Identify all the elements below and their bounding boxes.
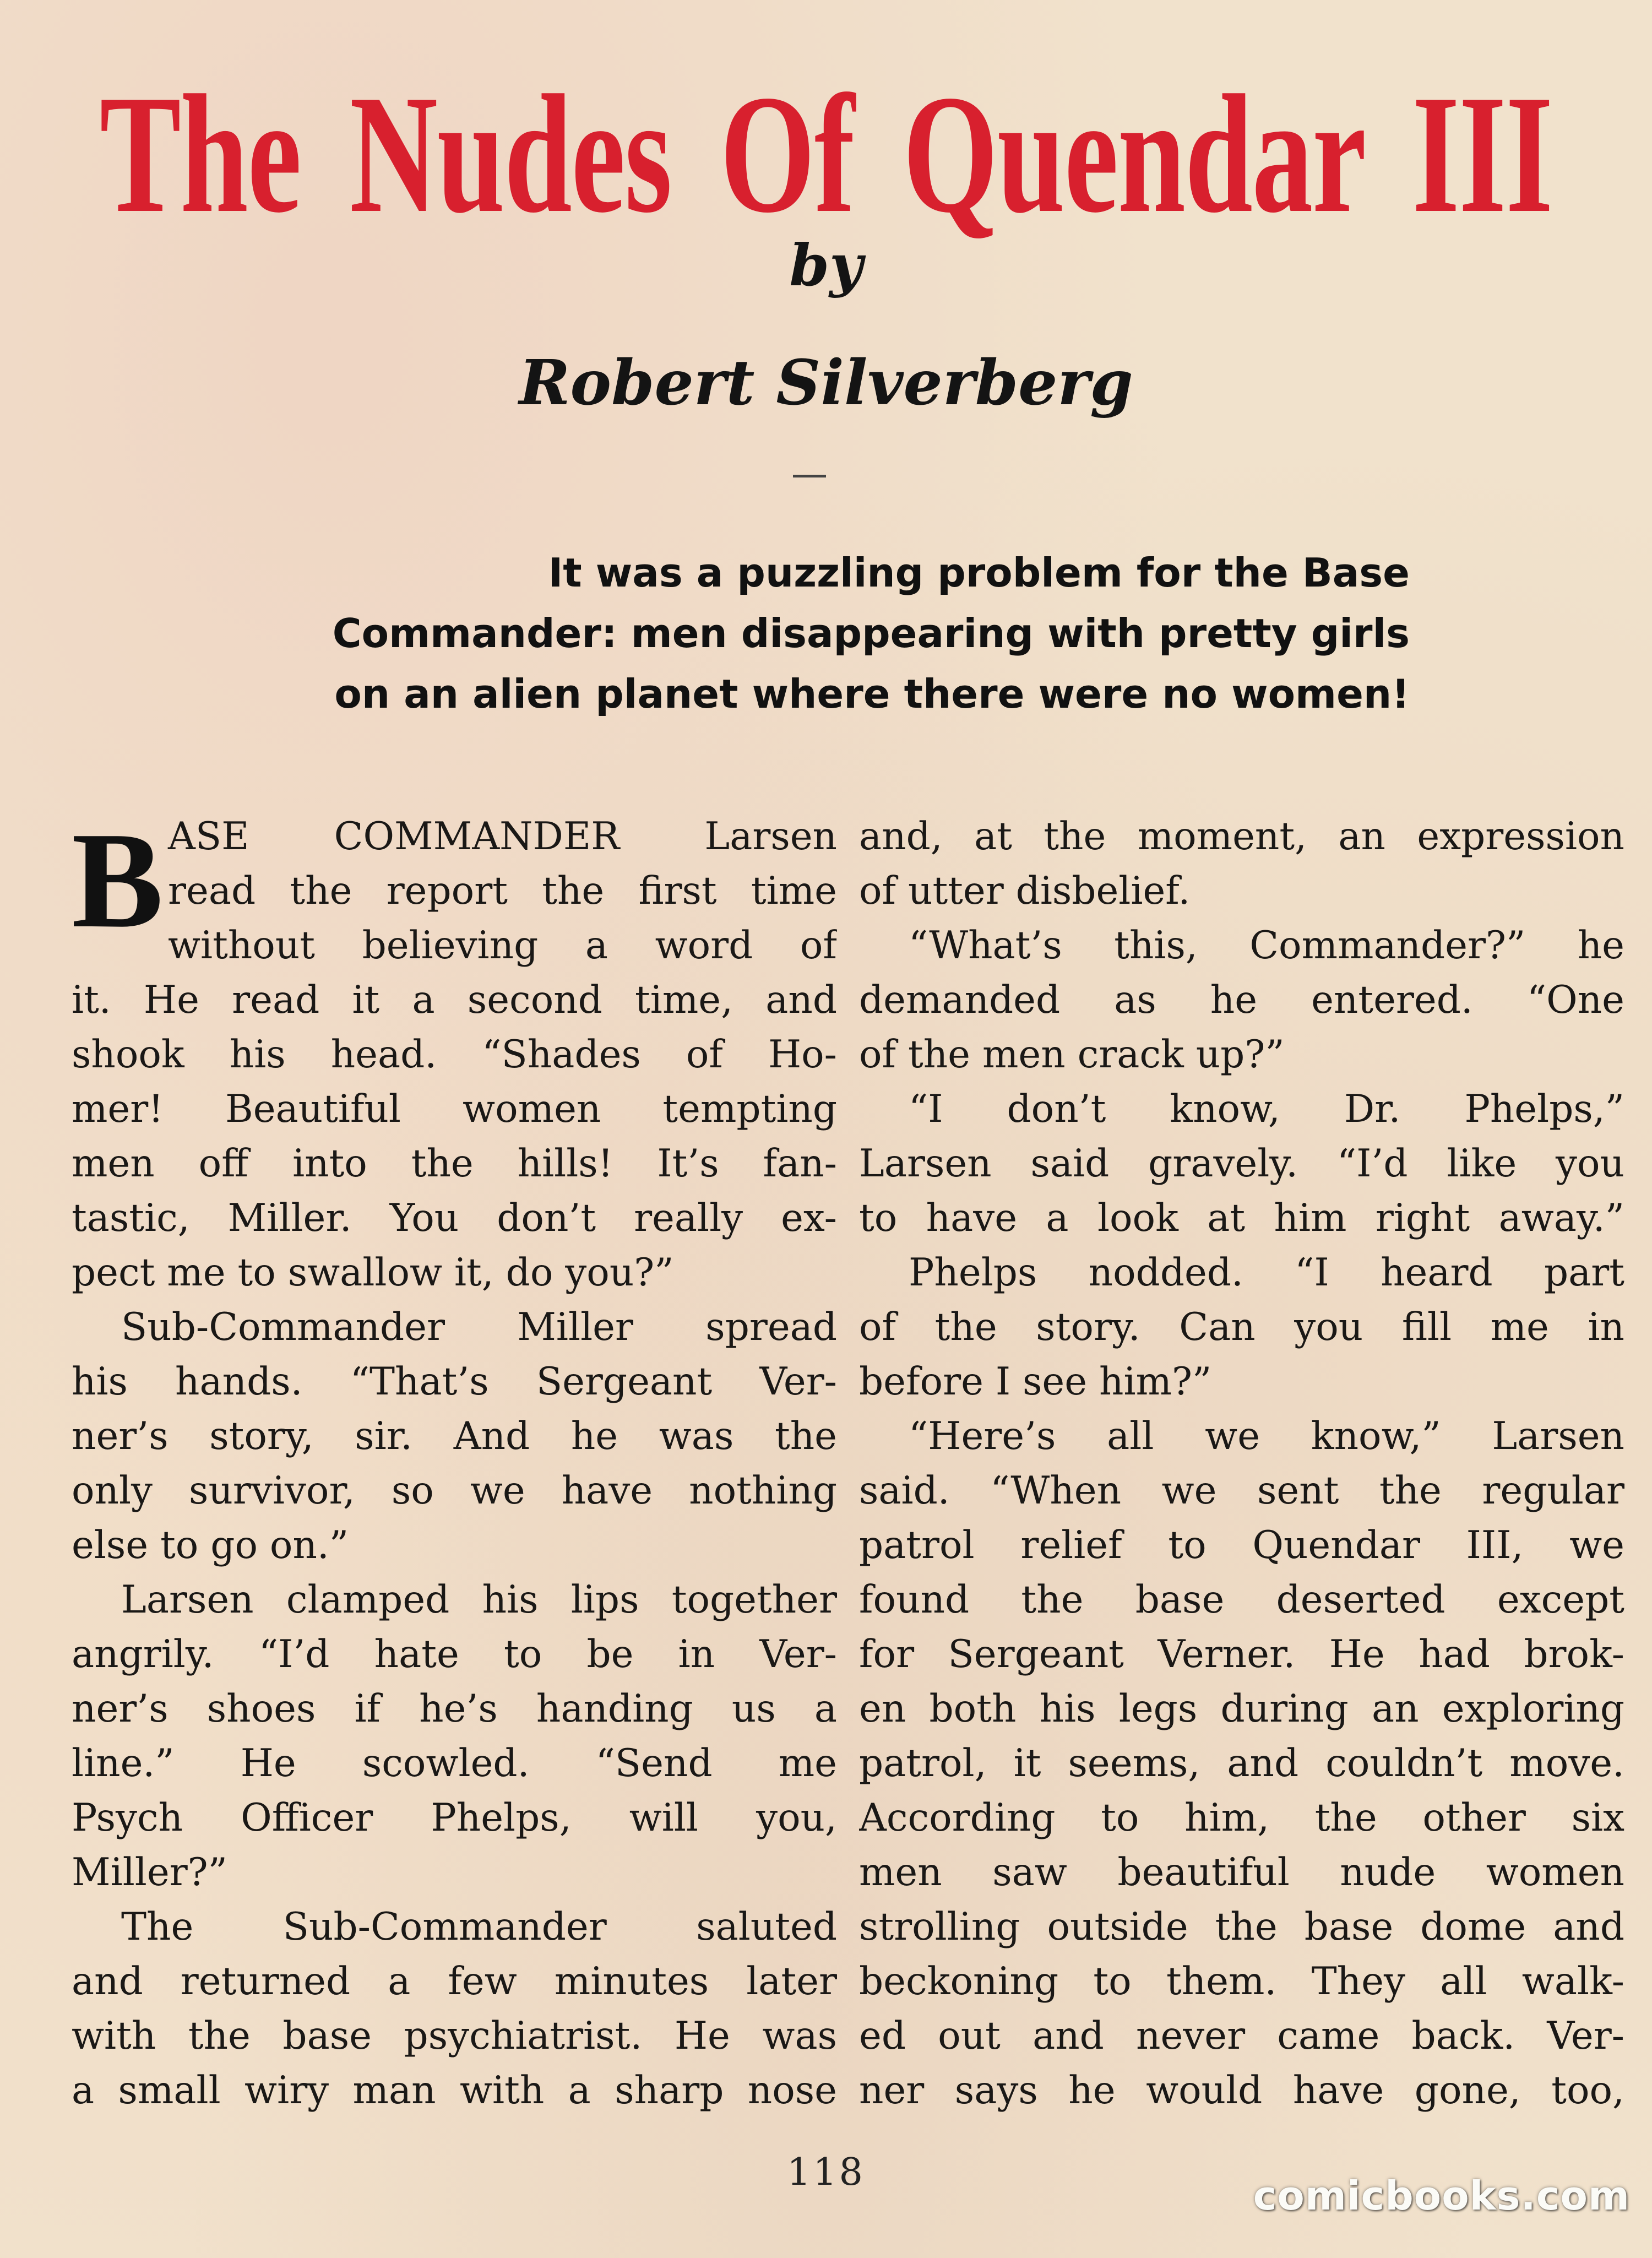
- page-number: 118: [787, 2151, 865, 2194]
- text-line: Larsen said gravely. “I’d like you: [859, 1142, 1624, 1186]
- text-line: The Sub-Commander saluted: [121, 1905, 837, 1949]
- text-line: men off into the hills! It’s fan-: [72, 1142, 837, 1186]
- story-blurb: [220, 542, 1410, 724]
- text-line: it. He read it a second time, and: [72, 978, 837, 1022]
- byline: by: [789, 231, 863, 299]
- text-line: ner says he would have gone, too,: [859, 2069, 1624, 2113]
- text-line: patrol relief to Quendar III, we: [859, 1523, 1624, 1567]
- text-line: his hands. “That’s Sergeant Ver-: [72, 1360, 837, 1404]
- author-name: Robert Silverberg: [519, 347, 1133, 419]
- text-line: Sub-Commander Miller spread: [121, 1305, 837, 1349]
- text-line: beckoning to them. They all walk-: [859, 1960, 1624, 2004]
- text-line: without believing a word of: [168, 924, 837, 968]
- text-line: Phelps nodded. “I heard part: [909, 1251, 1624, 1295]
- blurb-line: on an alien planet where there were no women!: [334, 671, 1410, 717]
- text-line: Psych Officer Phelps, will you,: [72, 1796, 837, 1840]
- text-line: demanded as he entered. “One: [859, 978, 1624, 1022]
- text-line: of the men crack up?”: [859, 1033, 1285, 1077]
- text-line: Miller?”: [72, 1850, 227, 1895]
- text-line: ner’s shoes if he’s handing us a: [72, 1687, 837, 1731]
- text-line: pect me to swallow it, do you?”: [72, 1251, 674, 1295]
- text-line: and, at the moment, an expression: [859, 815, 1624, 859]
- text-line: According to him, the other six: [859, 1796, 1624, 1840]
- text-line: for Sergeant Verner. He had brok-: [859, 1632, 1624, 1676]
- text-line: ed out and never came back. Ver-: [859, 2014, 1624, 2058]
- text-line: only survivor, so we have nothing: [72, 1469, 837, 1513]
- text-line: angrily. “I’d hate to be in Ver-: [72, 1632, 837, 1676]
- text-line: read the report the first time: [168, 869, 837, 913]
- text-column-right: [859, 810, 1624, 2118]
- story-title: The Nudes Of Quendar III: [99, 60, 1553, 248]
- text-line: with the base psychiatrist. He was: [72, 2014, 837, 2058]
- text-line: “I don’t know, Dr. Phelps,”: [909, 1087, 1624, 1131]
- text-line: patrol, it seems, and couldn’t move.: [859, 1741, 1624, 1785]
- text-line: and returned a few minutes later: [72, 1960, 837, 2004]
- text-line: to have a look at him right away.”: [859, 1196, 1624, 1240]
- story-title-block: [83, 61, 1569, 248]
- text-line: of utter disbelief.: [859, 869, 1191, 913]
- drop-cap: B: [72, 804, 164, 957]
- text-line: Larsen clamped his lips together: [121, 1578, 837, 1622]
- text-line: shook his head. “Shades of Ho-: [72, 1033, 837, 1077]
- text-line: mer! Beautiful women tempting: [72, 1087, 837, 1131]
- source-watermark: comicbooks.com: [1253, 2173, 1630, 2219]
- text-line: ASE COMMANDER Larsen: [168, 815, 837, 859]
- text-column-left: [72, 804, 837, 2118]
- text-line: tastic, Miller. You don’t really ex-: [72, 1196, 837, 1240]
- text-line: line.” He scowled. “Send me: [72, 1741, 837, 1785]
- text-line: a small wiry man with a sharp nose: [72, 2069, 837, 2113]
- text-line: men saw beautiful nude women: [859, 1850, 1624, 1895]
- text-line: else to go on.”: [72, 1523, 349, 1567]
- text-line: en both his legs during an exploring: [859, 1687, 1624, 1731]
- text-line: “What’s this, Commander?” he: [909, 924, 1624, 968]
- text-line: of the story. Can you fill me in: [859, 1305, 1624, 1349]
- text-line: strolling outside the base dome and: [859, 1905, 1624, 1949]
- text-line: “Here’s all we know,” Larsen: [909, 1414, 1624, 1458]
- text-line: before I see him?”: [859, 1360, 1212, 1404]
- blurb-line: Commander: men disappearing with pretty girls: [332, 610, 1410, 656]
- divider-rule: [793, 475, 826, 477]
- text-line: ner’s story, sir. And he was the: [72, 1414, 837, 1458]
- text-line: found the base deserted except: [859, 1578, 1624, 1622]
- text-line: said. “When we sent the regular: [859, 1469, 1624, 1513]
- blurb-line: It was a puzzling problem for the Base: [548, 550, 1410, 596]
